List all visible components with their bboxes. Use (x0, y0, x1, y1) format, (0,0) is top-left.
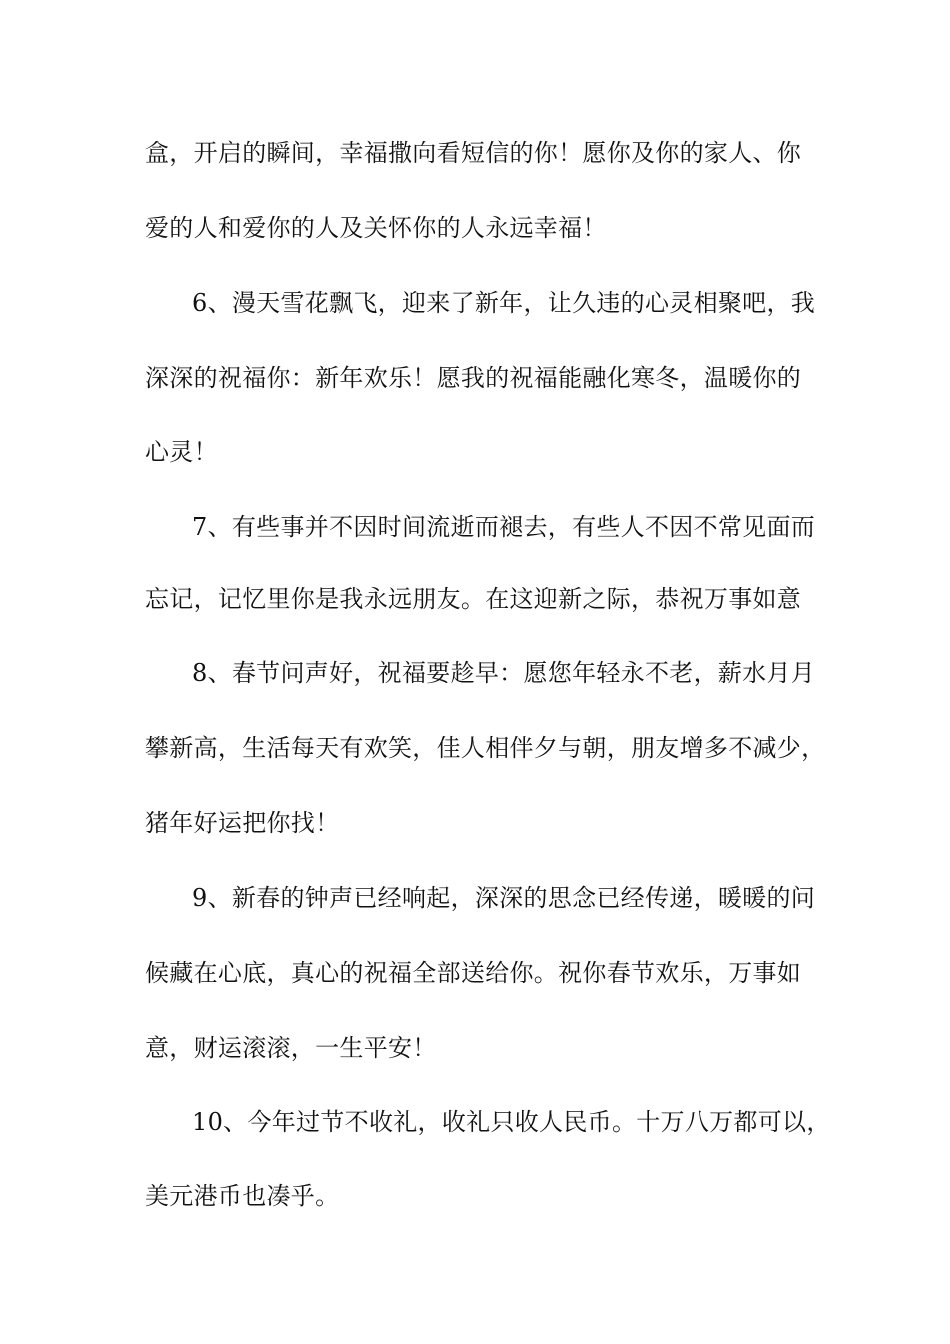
text-line: 猪年好运把你找！ (145, 809, 340, 837)
text-line: 深深的祝福你：新年欢乐！愿我的祝福能融化寒冬，温暖你的 (145, 364, 802, 392)
paragraph-8-start: 8、春节问声好，祝福要趁早：愿您年轻永不老，薪水月月 (192, 659, 816, 687)
text-line: 盒，开启的瞬间，幸福撒向看短信的你！愿你及你的家人、你 (145, 139, 802, 167)
text-line: 美元港币也凑乎。 (145, 1182, 340, 1210)
text-line: 忘记，记忆里你是我永远朋友。在这迎新之际，恭祝万事如意 (145, 585, 802, 613)
text-line: 攀新高，生活每天有欢笑，佳人相伴夕与朝，朋友增多不减少， (145, 734, 826, 762)
paragraph-7-start: 7、有些事并不因时间流逝而褪去，有些人不因不常见面而 (192, 513, 816, 541)
text-line: 爱的人和爱你的人及关怀你的人永远幸福！ (145, 214, 607, 242)
text-line: 意，财运滚滚，一生平安！ (145, 1034, 437, 1062)
paragraph-9-start: 9、新春的钟声已经响起，深深的思念已经传递，暖暖的问 (192, 884, 816, 912)
paragraph-10-start: 10、今年过节不收礼，收礼只收人民币。十万八万都可以， (192, 1108, 831, 1136)
text-line: 候藏在心底，真心的祝福全部送给你。祝你春节欢乐，万事如 (145, 959, 802, 987)
text-line: 心灵！ (145, 438, 218, 466)
paragraph-6-start: 6、漫天雪花飘飞，迎来了新年，让久违的心灵相聚吧，我 (192, 289, 816, 317)
